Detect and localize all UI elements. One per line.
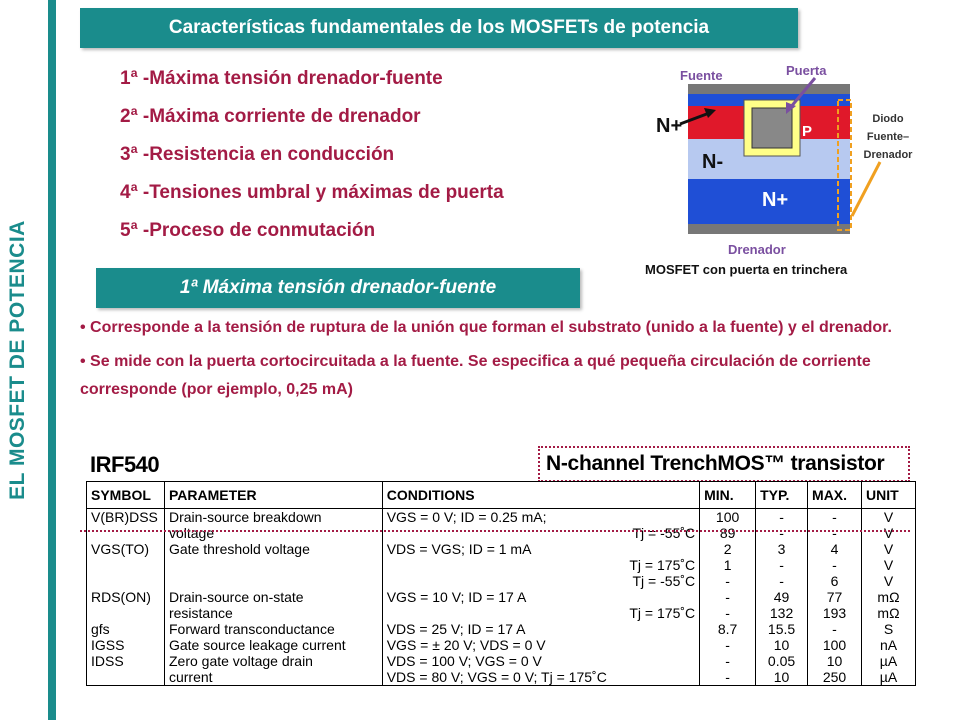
table-cell-max: 10 [808,653,862,669]
table-row [87,621,916,637]
table-cell-sym: IDSS [87,653,165,669]
table-cell-typ: 15.5 [756,621,808,637]
table-cell-min: 8.7 [700,621,756,637]
table-row [87,589,916,605]
table-cell-sym: RDS(ON) [87,589,165,605]
table-cell-min: 89 [700,525,756,541]
table-cell-sym: gfs [87,621,165,637]
table-cell-max: - [808,509,862,526]
table-cell-unit: S [862,621,916,637]
table-cell-min: - [700,637,756,653]
table-cell-param: Gate threshold voltage [164,541,382,557]
table-cell-unit: µA [862,669,916,686]
table-row [87,557,916,573]
table-cell-param: voltage [164,525,382,541]
table-cell-unit: V [862,573,916,589]
col-header: MIN. [700,482,756,509]
table-cell-sym: IGSS [87,637,165,653]
table-cell-param: Forward transconductance [164,621,382,637]
table-cell-param [164,573,382,589]
table-cell-unit: V [862,509,916,526]
table-cell-unit: V [862,541,916,557]
highlight-line [80,530,910,532]
table-cell-typ: - [756,557,808,573]
datasheet-part: IRF540 [90,452,160,477]
diagram-caption: MOSFET con puerta en trinchera [645,262,848,277]
table-cell-typ: 10 [756,637,808,653]
table-cell-cond: VDS = 100 V; VGS = 0 V [382,653,699,669]
table-row [87,541,916,557]
table-cell-cond: VGS = ± 20 V; VDS = 0 V [382,637,699,653]
characteristics-list [120,64,640,254]
table-cell-typ: - [756,525,808,541]
fuente-label: Fuente [680,68,723,83]
p-label: P [802,123,813,140]
table-header-row [87,482,916,509]
datasheet-brand: N-channel TrenchMOS™ transistor [546,452,885,475]
table-row [87,509,916,526]
datasheet-table [86,481,916,686]
characteristic-item: 5ª -Proceso de conmutación [120,220,376,241]
table-cell-sym [87,573,165,589]
col-header: MAX. [808,482,862,509]
table-cell-typ: - [756,573,808,589]
col-header: SYMBOL [87,482,165,509]
characteristic-item: 4ª -Tensiones umbral y máximas de puerta [120,182,504,203]
table-cell-unit: nA [862,637,916,653]
section-header: 1ª Máxima tensión drenador-fuente [96,268,580,308]
diodo-label: Diodo [872,113,904,125]
table-cell-typ: 49 [756,589,808,605]
table-cell-min: - [700,573,756,589]
table-cell-cond: VGS = 10 V; ID = 17 A [382,589,699,605]
table-cell-param: resistance [164,605,382,621]
table-cell-cond: VGS = 0 V; ID = 0.25 mA; [382,509,699,526]
characteristic-item: 3ª -Resistencia en conducción [120,144,395,165]
nplus-top-label: N+ [656,115,683,137]
table-cell-param [164,557,382,573]
table-cell-max: 193 [808,605,862,621]
diode-arrow [852,162,880,216]
table-cell-typ: 3 [756,541,808,557]
table-cell-max: 250 [808,669,862,686]
table-cell-typ: 10 [756,669,808,686]
diodo-label: Drenador [863,149,913,161]
table-cell-param: current [164,669,382,686]
table-row [87,605,916,621]
main-header: Características fundamentales de los MOSFETs de potencia [80,8,798,48]
table-cell-param: Zero gate voltage drain [164,653,382,669]
table-cell-unit: mΩ [862,605,916,621]
table-cell-cond: Tj = -55˚C [382,525,699,541]
table-cell-sym: V(BR)DSS [87,509,165,526]
table-row [87,653,916,669]
bullet-item: • Se mide con la puerta cortocircuitada a la fuente. Se especifica a qué pequeña circulación de corriente corresponde (por ejemplo, 0,25 mA) [80,353,871,398]
table-cell-min: - [700,589,756,605]
table-row [87,669,916,686]
table-cell-max: - [808,621,862,637]
table-cell-min: - [700,605,756,621]
table-cell-typ: 132 [756,605,808,621]
col-header: CONDITIONS [382,482,699,509]
table-cell-min: 2 [700,541,756,557]
table-row [87,525,916,541]
mosfet-trench-diagram [640,56,940,266]
table-cell-cond: VDS = VGS; ID = 1 mA [382,541,699,557]
table-cell-max: 100 [808,637,862,653]
table-cell-min: 1 [700,557,756,573]
nminus-label: N- [702,151,724,173]
table-cell-max: 6 [808,573,862,589]
side-accent-bar [48,0,56,720]
table-cell-unit: V [862,525,916,541]
table-cell-max: - [808,557,862,573]
bullet-list [80,314,940,410]
table-cell-cond: VDS = 25 V; ID = 17 A [382,621,699,637]
table-cell-unit: mΩ [862,589,916,605]
table-cell-min: 100 [700,509,756,526]
col-header: UNIT [862,482,916,509]
table-cell-param: Drain-source on-state [164,589,382,605]
table-cell-param: Drain-source breakdown [164,509,382,526]
table-cell-cond: Tj = 175˚C [382,557,699,573]
table-cell-max: 77 [808,589,862,605]
table-cell-max: 4 [808,541,862,557]
source-metal [688,84,850,94]
table-cell-sym [87,669,165,686]
drenador-label: Drenador [728,242,786,257]
characteristic-item: 1ª -Máxima tensión drenador-fuente [120,68,443,89]
table-cell-typ: 0.05 [756,653,808,669]
table-cell-sym [87,557,165,573]
table-cell-cond: Tj = -55˚C [382,573,699,589]
table-cell-sym [87,605,165,621]
table-row [87,637,916,653]
table-cell-sym: VGS(TO) [87,541,165,557]
table-cell-unit: V [862,557,916,573]
diodo-label: Fuente– [866,131,910,143]
drain-metal [688,224,850,234]
table-cell-typ: - [756,509,808,526]
table-cell-min: - [700,653,756,669]
table-cell-sym [87,525,165,541]
table-cell-max: - [808,525,862,541]
col-header: TYP. [756,482,808,509]
table-body [87,509,916,686]
characteristic-item: 2ª -Máxima corriente de drenador [120,106,421,127]
puerta-label: Puerta [786,63,827,78]
table-cell-unit: µA [862,653,916,669]
bullet-item: • Corresponde a la tensión de ruptura de la unión que forman el substrato (unido a la fuente) y el drenador. [80,319,892,336]
table-cell-min: - [700,669,756,686]
table-cell-param: Gate source leakage current [164,637,382,653]
table-row [87,573,916,589]
table-cell-cond: VDS = 80 V; VGS = 0 V; Tj = 175˚C [382,669,699,686]
nplus-bottom-label: N+ [762,189,789,211]
table-cell-cond: Tj = 175˚C [382,605,699,621]
col-header: PARAMETER [164,482,382,509]
